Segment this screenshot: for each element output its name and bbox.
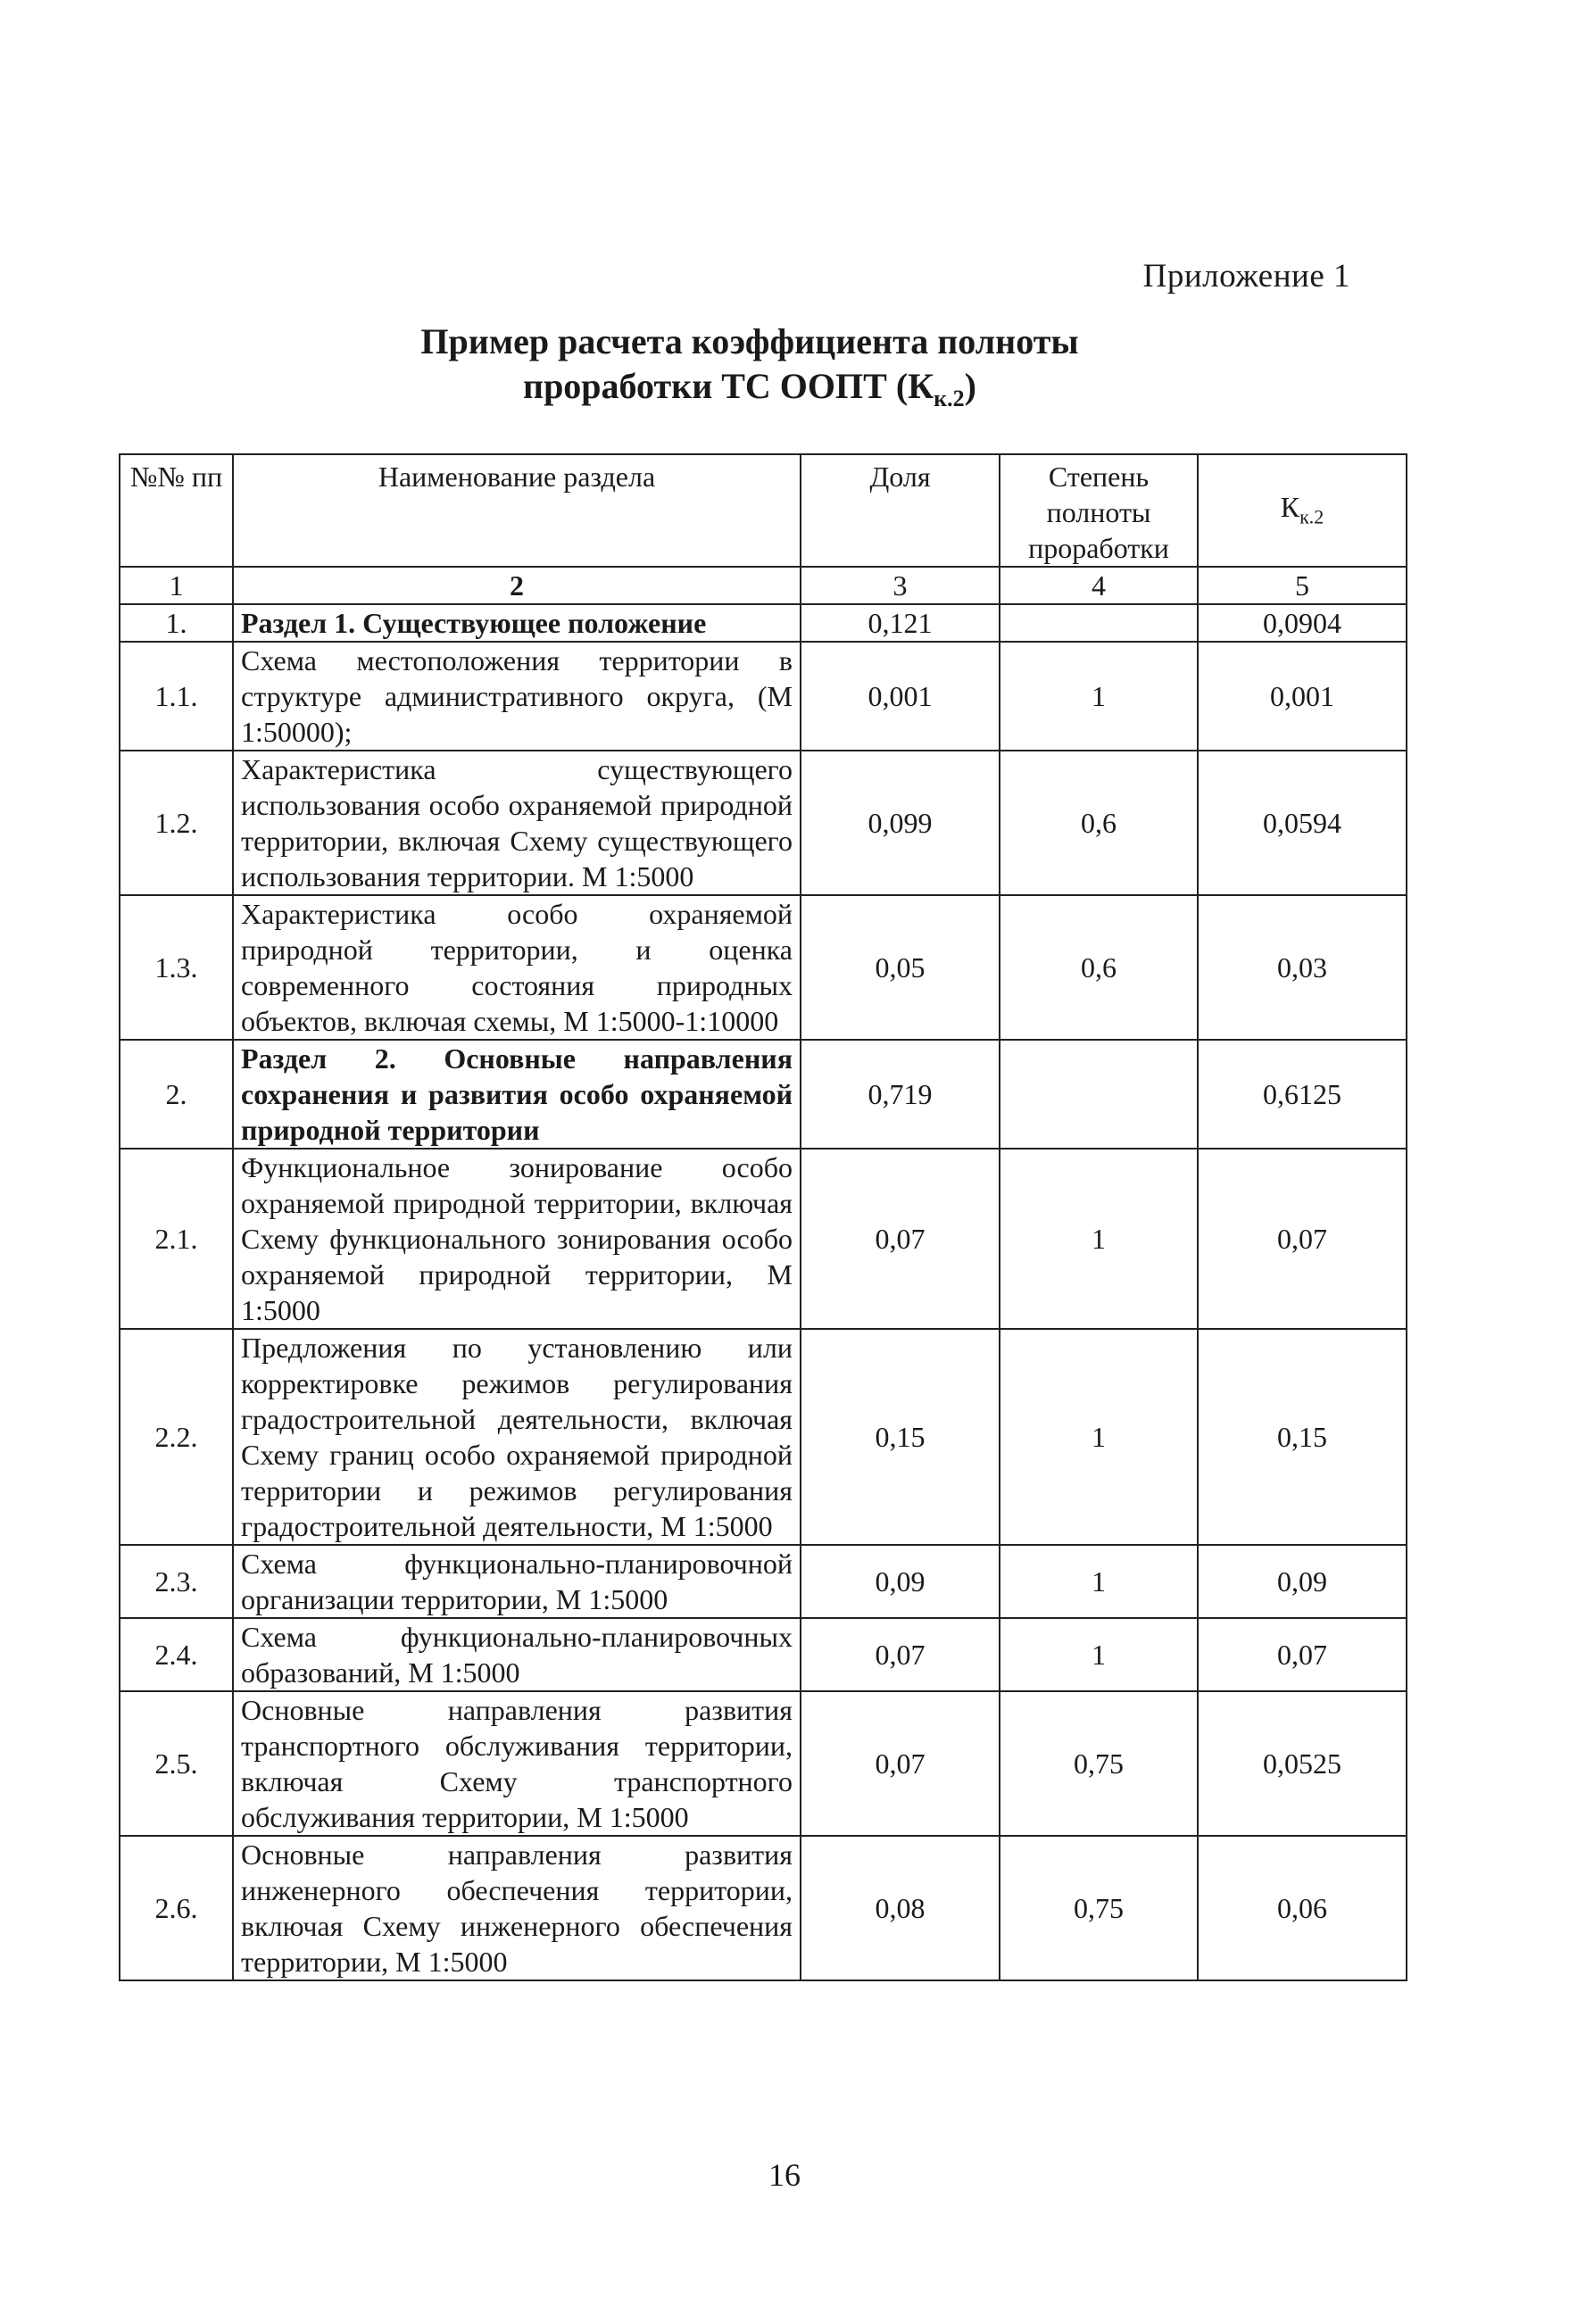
row-name: Предложения по установлению или корректировке режимов регулирования градостроительной деятельности, включая Схему границ особо охраняемой природной территории и режимов регулирования градостроительной деятельности, М 1:5000	[233, 1329, 801, 1545]
row-share: 0,719	[801, 1040, 1000, 1149]
column-number: 1	[120, 567, 233, 604]
row-number: 1.2.	[120, 751, 233, 895]
row-number: 1.	[120, 604, 233, 642]
row-name: Основные направления развития транспортного обслуживания территории, включая Схему транспортного обслуживания территории, М 1:5000	[233, 1691, 801, 1836]
section-row	[120, 604, 1407, 642]
table-row	[120, 1691, 1407, 1836]
row-number: 1.1.	[120, 642, 233, 751]
row-k-value: 0,09	[1198, 1545, 1407, 1618]
row-k-value: 0,6125	[1198, 1040, 1407, 1149]
row-name: Схема функционально-планировочной организации территории, М 1:5000	[233, 1545, 801, 1618]
table-row	[120, 1618, 1407, 1691]
table-row	[120, 751, 1407, 895]
row-name: Раздел 2. Основные направления сохранения и развития особо охраняемой природной территории	[233, 1040, 801, 1149]
row-number: 2.1.	[120, 1149, 233, 1329]
row-k-value: 0,0904	[1198, 604, 1407, 642]
header-degree: Степень полноты проработки	[1000, 454, 1198, 567]
page-number: 16	[768, 2157, 801, 2193]
row-share: 0,099	[801, 751, 1000, 895]
row-name: Схема местоположения территории в структуре административного округа, (М 1:50000);	[233, 642, 801, 751]
row-share: 0,07	[801, 1149, 1000, 1329]
column-number: 3	[801, 567, 1000, 604]
row-number: 2.2.	[120, 1329, 233, 1545]
row-name: Функциональное зонирование особо охраняемой природной территории, включая Схему функционального зонирования особо охраняемой природной территории, М 1:5000	[233, 1149, 801, 1329]
row-number: 1.3.	[120, 895, 233, 1040]
header-k: $К_{к.2}$	[1198, 454, 1407, 567]
row-number: 2.6.	[120, 1836, 233, 1980]
row-share: 0,07	[801, 1691, 1000, 1836]
row-share: 0,001	[801, 642, 1000, 751]
coefficient-table	[119, 453, 1407, 1981]
row-degree: 1	[1000, 1545, 1198, 1618]
row-number: 2.3.	[120, 1545, 233, 1618]
row-degree	[1000, 1040, 1198, 1149]
table-row	[120, 895, 1407, 1040]
row-k-value: 0,07	[1198, 1618, 1407, 1691]
document-title	[268, 320, 1232, 421]
row-degree: 0,6	[1000, 751, 1198, 895]
table-row	[120, 1836, 1407, 1980]
row-k-value: 0,07	[1198, 1149, 1407, 1329]
row-k-value: 0,06	[1198, 1836, 1407, 1980]
row-degree: 0,75	[1000, 1691, 1198, 1836]
row-number: 2.5.	[120, 1691, 233, 1836]
header-number: №№ пп	[120, 454, 233, 567]
table-row	[120, 642, 1407, 751]
row-k-value: 0,03	[1198, 895, 1407, 1040]
header-section-name: Наименование раздела	[233, 454, 801, 567]
row-share: 0,05	[801, 895, 1000, 1040]
row-k-value: 0,15	[1198, 1329, 1407, 1545]
row-degree: 1	[1000, 642, 1198, 751]
title-line-1: Пример расчета коэффициента полноты	[420, 321, 1079, 361]
row-degree: 0,75	[1000, 1836, 1198, 1980]
row-name: Основные направления развития инженерного обеспечения территории, включая Схему инженерного обеспечения территории, М 1:5000	[233, 1836, 801, 1980]
row-number: 2.	[120, 1040, 233, 1149]
row-share: 0,07	[801, 1618, 1000, 1691]
row-degree: 1	[1000, 1329, 1198, 1545]
row-share: 0,09	[801, 1545, 1000, 1618]
column-number-row	[120, 567, 1407, 604]
row-number: 2.4.	[120, 1618, 233, 1691]
row-k-value: 0,001	[1198, 642, 1407, 751]
table-row	[120, 1545, 1407, 1618]
column-number: 2	[233, 567, 801, 604]
row-degree	[1000, 604, 1198, 642]
row-degree: 0,6	[1000, 895, 1198, 1040]
table-row	[120, 1329, 1407, 1545]
row-share: 0,121	[801, 604, 1000, 642]
row-name: Характеристика существующего использования особо охраняемой природной территории, включая Схему существующего использования территории. М 1:5000	[233, 751, 801, 895]
section-row	[120, 1040, 1407, 1149]
row-name: Раздел 1. Существующее положение	[233, 604, 801, 642]
column-number: 4	[1000, 567, 1198, 604]
row-share: 0,08	[801, 1836, 1000, 1980]
row-degree: 1	[1000, 1149, 1198, 1329]
row-k-value: 0,0525	[1198, 1691, 1407, 1836]
row-degree: 1	[1000, 1618, 1198, 1691]
title-line-2: проработки ТС ООПТ $(К_{к.2})$	[523, 366, 976, 411]
table-body	[120, 604, 1407, 1980]
appendix-label: Приложение 1	[1142, 258, 1350, 295]
column-number: 5	[1198, 567, 1407, 604]
row-share: 0,15	[801, 1329, 1000, 1545]
row-name: Характеристика особо охраняемой природной территории, и оценка современного состояния природных объектов, включая схемы, М 1:5000-1:10000	[233, 895, 801, 1040]
row-k-value: 0,0594	[1198, 751, 1407, 895]
table-row	[120, 1149, 1407, 1329]
header-share: Доля	[801, 454, 1000, 567]
table-header-row	[120, 454, 1407, 567]
row-name: Схема функционально-планировочных образований, М 1:5000	[233, 1618, 801, 1691]
